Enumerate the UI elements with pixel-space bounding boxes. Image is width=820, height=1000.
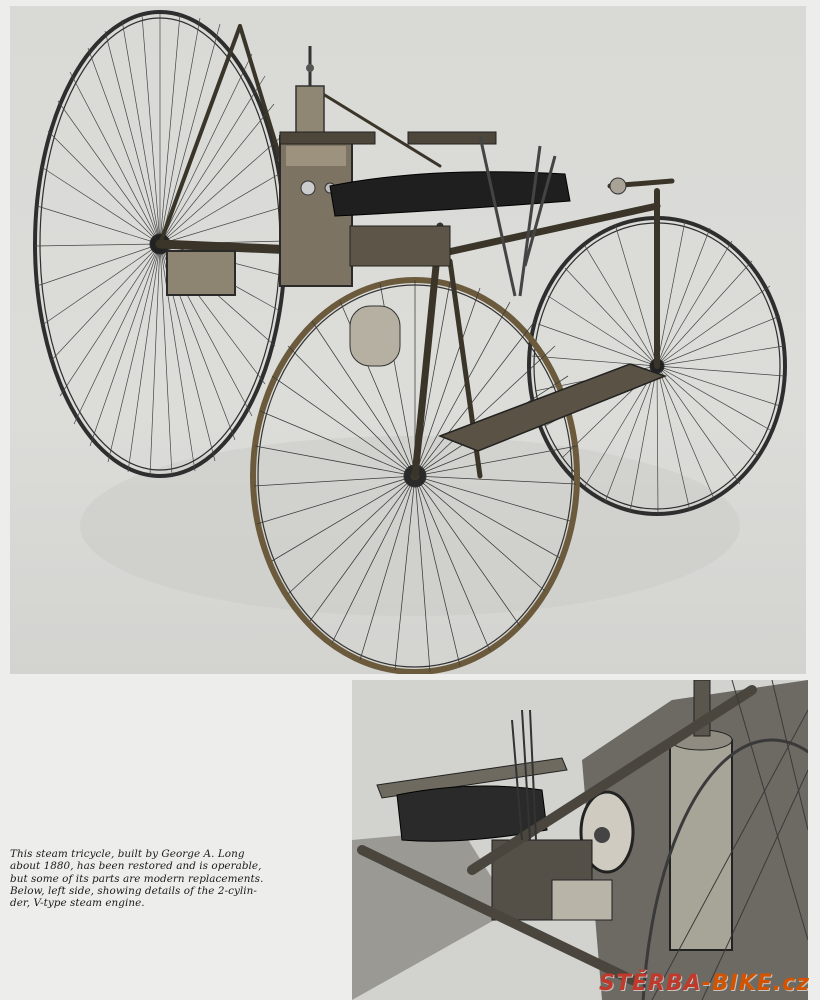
caption-line: der, V-type steam engine. bbox=[10, 897, 145, 910]
tricycle-photo bbox=[10, 6, 806, 674]
caption-line: but some of its parts are modern replacements. bbox=[10, 872, 264, 885]
tricycle-illustration bbox=[10, 6, 806, 674]
caption-line: about 1880, has been restored and is operable, bbox=[10, 860, 262, 873]
engine-detail-photo bbox=[352, 680, 808, 1000]
photo-caption bbox=[10, 848, 342, 909]
site-watermark bbox=[599, 971, 810, 996]
watermark-suffix: -BIKE.cz bbox=[701, 971, 810, 996]
watermark-main: STĚRBA bbox=[599, 971, 702, 996]
caption-line: Below, left side, showing details of the 2-cylin- bbox=[10, 884, 257, 897]
levers bbox=[480, 136, 555, 296]
boiler bbox=[670, 740, 732, 950]
caption-line: This steam tricycle, built by George A. Long bbox=[10, 848, 245, 860]
engine-detail-illustration bbox=[352, 680, 808, 1000]
